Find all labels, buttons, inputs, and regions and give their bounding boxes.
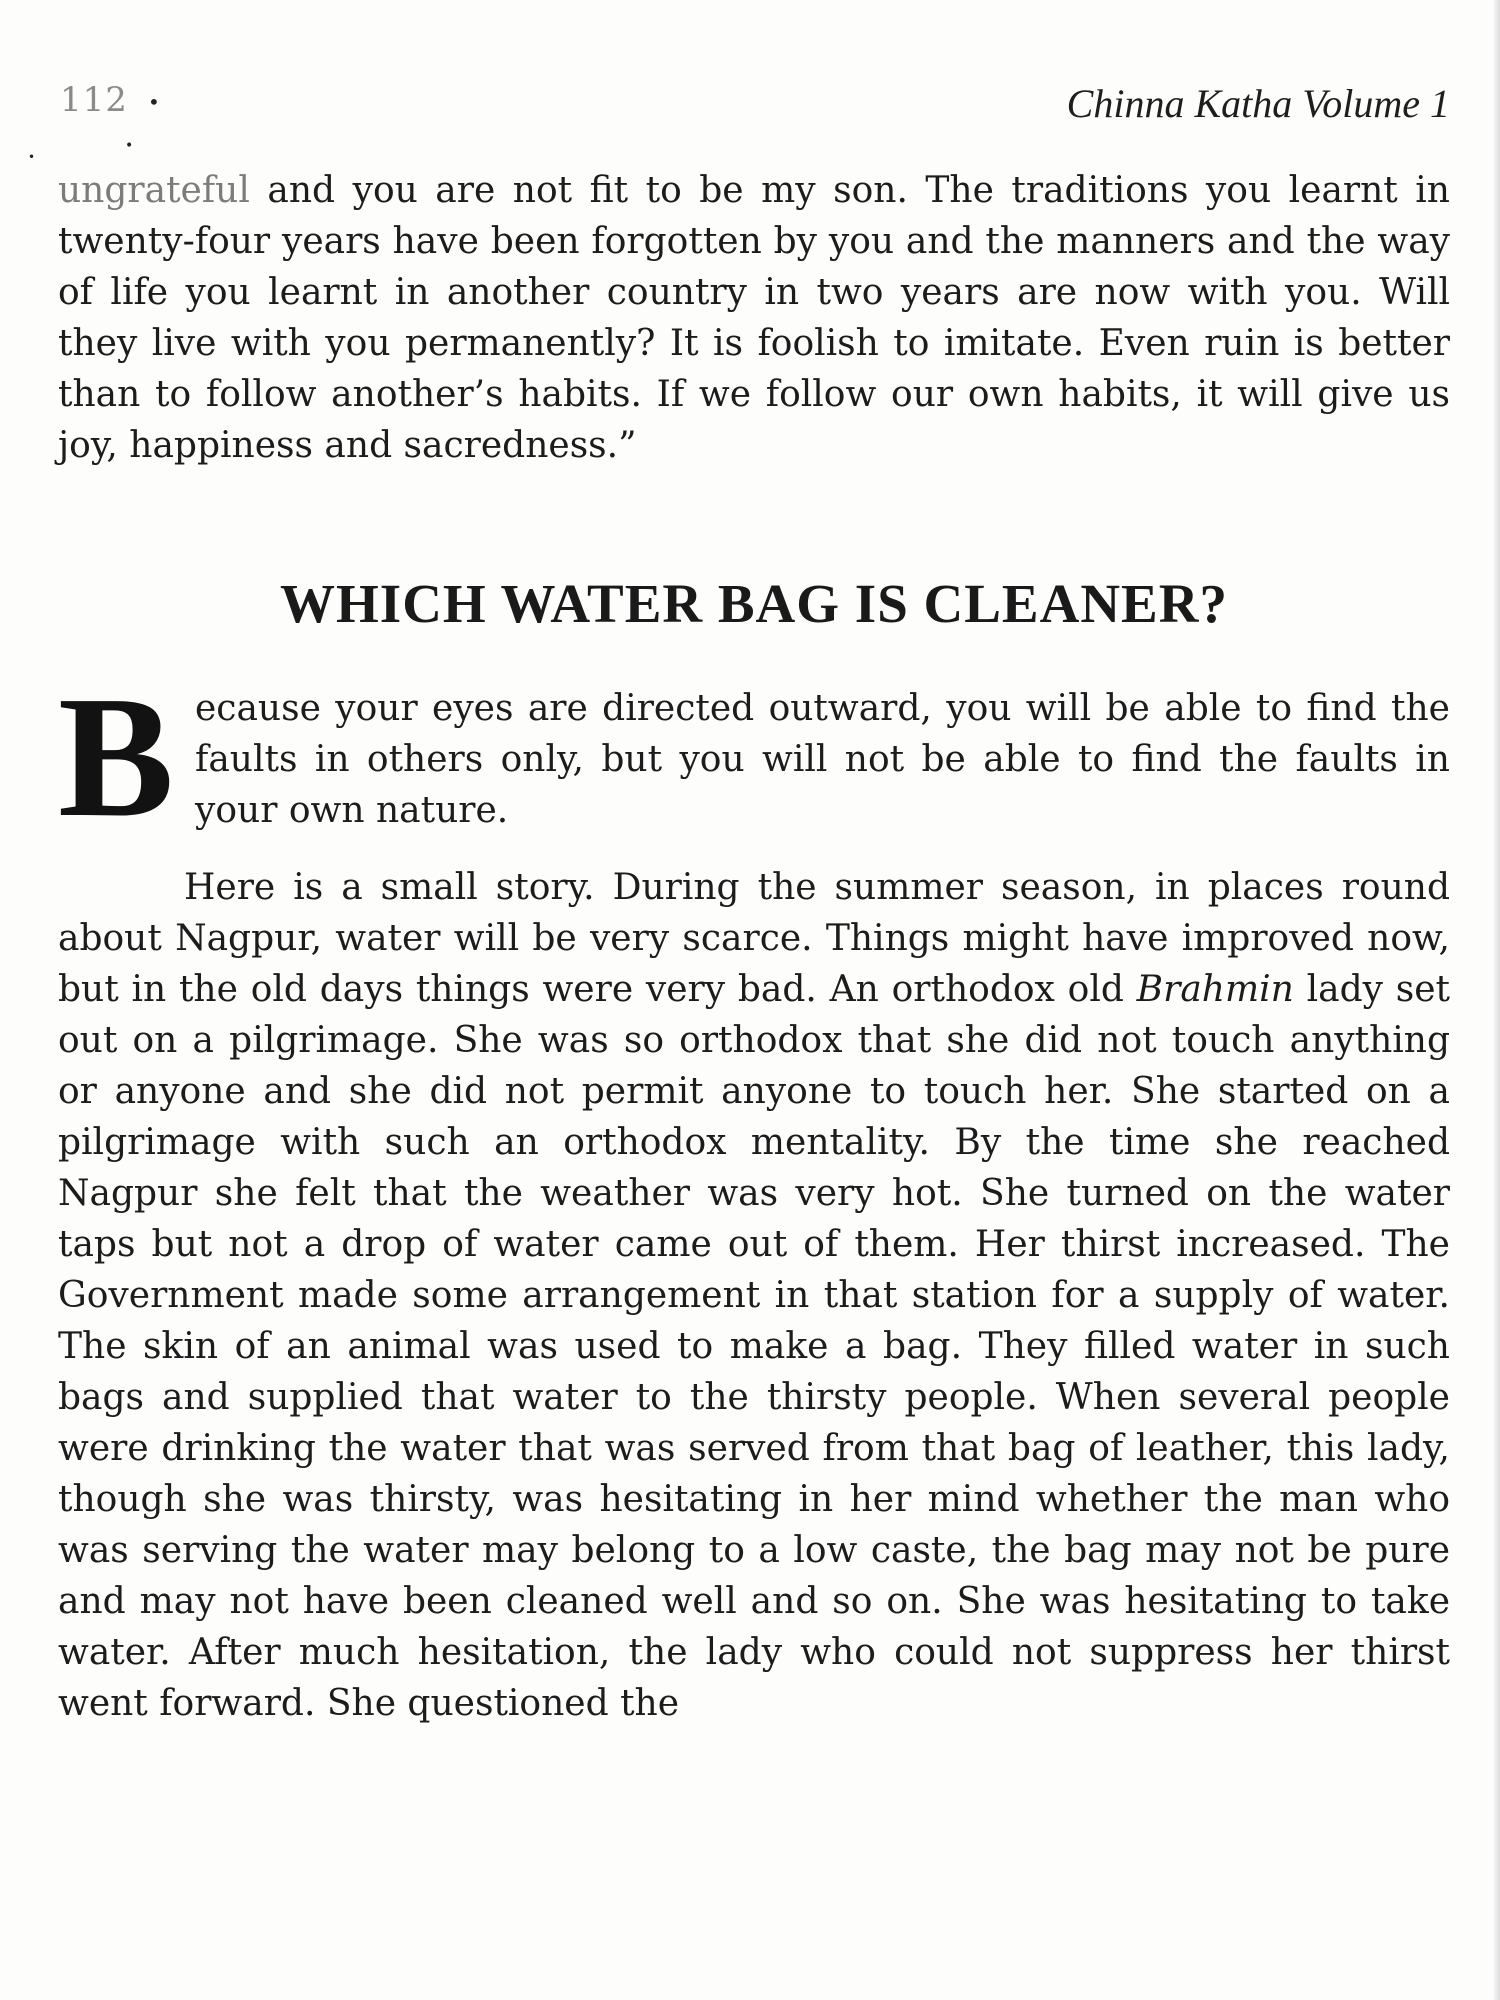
stray-tick-mark: •	[125, 138, 134, 154]
story-text-part1: Here is a small story. During the summer season, in places round about Nagpur, water will be very scarce. Things might have improved now, but in the old days things were very bad. An orthodox old	[58, 867, 1450, 1010]
italic-word: Brahmin	[1136, 969, 1294, 1010]
running-head: Chinna Katha Volume 1	[1066, 81, 1450, 126]
intro-paragraph	[58, 660, 1450, 853]
page-header	[60, 80, 1450, 130]
stray-dot-mark: •	[148, 90, 160, 114]
story-text-part2: lady set out on a pilgrimage. She was so orthodox that she did not touch anything or anyone and she did not permit anyone to touch her. She started on a pilgrimage with such an orthodox mentality. By the time she reached Nagpur she felt that the weather was very hot. She turned on the water taps but not a drop of water came out of them. Her thirst increased. The Government made some arrangement in that station for a supply of water. The skin of an animal was used to make a bag. They filled water in such bags and supplied that water to the thirsty people. When several people were drinking the water that was served from that bag of leather, this lady, though she was thirsty, was hesitating in her mind whether the man who was serving the water may belong to a low caste, the bag may not be pure and may not have been cleaned well and so on. She was hesitating to take water. After much hesitation, the lady who could not suppress her thirst went forward. She questioned the	[58, 969, 1451, 1724]
page-edge-shadow	[1494, 0, 1500, 2000]
intro-text: ecause your eyes are directed outward, you will be able to find the faults in others only, but you will not be able to find the faults in your own nature.	[195, 688, 1450, 831]
continuation-paragraph	[58, 165, 1450, 471]
drop-cap: B	[58, 660, 175, 853]
story-paragraph	[58, 862, 1450, 1729]
continuation-text: and you are not fit to be my son. The traditions you learnt in twenty-four years have been forgotten by you and the manners and the way of life you learnt in another country in two years are now with you. Will they live with you permanently? It is foolish to imitate. Even ruin is better than to follow another’s habits. If we follow our own habits, it will give us joy, happiness and sacredness.”	[58, 170, 1450, 466]
page-number: 112	[60, 80, 128, 120]
faded-lead-word: ungrateful	[58, 170, 250, 211]
section-heading: WHICH WATER BAG IS CLEANER?	[280, 573, 1228, 634]
stray-margin-mark: •	[28, 150, 36, 164]
